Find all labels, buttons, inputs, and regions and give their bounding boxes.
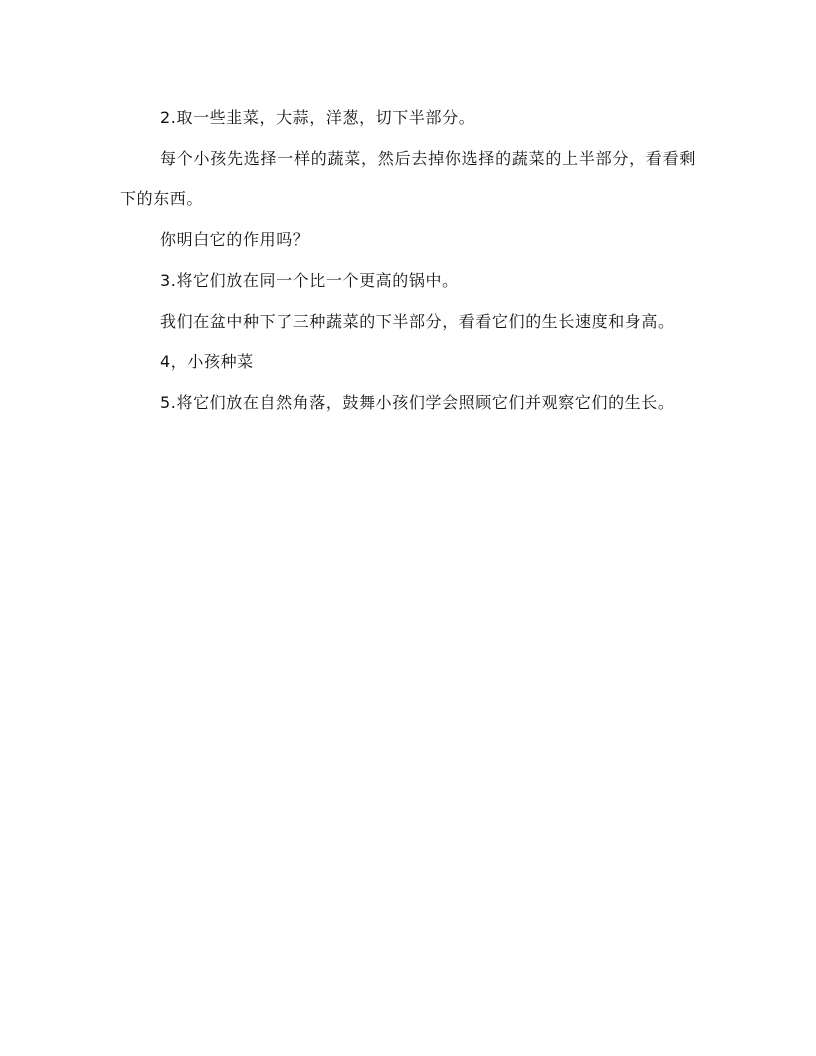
paragraph-step-2: 2.取一些韭菜，大蒜，洋葱，切下半部分。	[160, 108, 476, 127]
document-body	[120, 98, 696, 424]
paragraph-plant-in-pot: 我们在盆中种下了三种蔬菜的下半部分，看看它们的生长速度和身高。	[160, 311, 675, 331]
paragraph-step-4: 4，小孩种菜	[160, 352, 254, 372]
paragraph-choose-vegetable: 每个小孩先选择一样的蔬菜，然后去掉你选择的蔬菜的上半部分，看看剩下的东西。	[120, 148, 696, 209]
paragraph-step-3: 3.将它们放在同一个比一个更高的锅中。	[160, 270, 459, 290]
paragraph-step-5: 5.将它们放在自然角落，鼓舞小孩们学会照顾它们并观察它们的生长。	[160, 392, 675, 412]
paragraph-question: 你明白它的作用吗？	[160, 230, 310, 250]
